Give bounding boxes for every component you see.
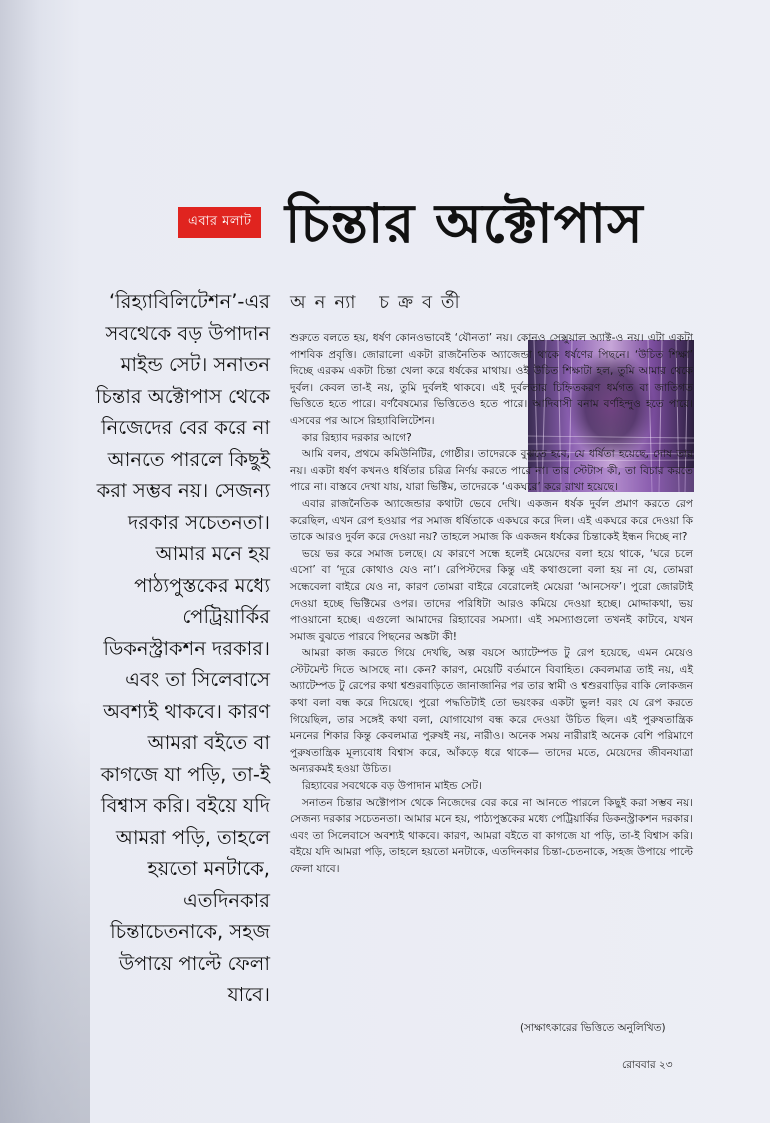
body-paragraph: রিহ্যাবের সবথেকে বড় উপাদান মাইন্ড সেট। xyxy=(302,780,482,793)
transcription-credit: (সাক্ষাৎকারের ভিত্তিতে অনুলিখিত) xyxy=(520,1022,666,1034)
body-paragraph: আমরা কাজ করতে গিয়ে দেখছি, অল্প বয়সে অ্যাটেম্পড টু রেপ হয়েছে, এমন মেয়েও স্টেটমেন্ট দিতে আসছে না। কেন? কারণ, মেয়েটি বর্তমানে বিবাহিত। কেবলমাত্র তাই নয়, এই অ্যাটেম্পড টু রেপের কথা শ্বশুরবাড়িতে জানাজানির পর তার স্বামী ও শ্বশুরবাড়ির বাকি লোকজন কথা বলা বন্ধ করে দিয়েছে। পুরো পদ্ধতিটাই তো ভয়ংকর একটা ভুল! বরং যে রেপ করতে গিয়েছিল, তার সঙ্গেই কথা বলা, যোগাযোগ বন্ধ করে দেওয়া উচিত ছিল। এই পুরুষতান্ত্রিক মননের শিকার কিন্তু কেবলমাত্র পুরুষই নয়, নারীও। অনেক সময় নারীরাই অনেক বেশি পরিমাণে পুরুষতান্ত্রিক মূল্যবোধ বিশ্বাস করে, আঁকড়ে ধরে থাকে— তাদের মতে, মেয়েদের জীবনযাত্রা অন্যরকমই হওয়া উচিত। xyxy=(290,647,693,776)
body-paragraph: শুরুতে বলতে হয়, ধর্ষণ কোনওভাবেই ‘যৌনতা’ নয়। কোনও সেক্সুয়াল অ্যাক্ট-ও নয়। এটা একটা পাশবিক প্রবৃত্তি। জোরালো একটা রাজনৈতিক অ্যাজেন্ডা থাকে ধর্ষণের পিছনে। ‘উচিত শিক্ষা’ দিচ্ছে এরকম একটা চিন্তা খেলা করে ধর্ষকের মাথায়। ওই উচিত শিক্ষাটা হল, তুমি আমার থেকে দুর্বল। কেবল তা-ই নয়, তুমি দুর্বলই থাকবে। এই দুর্বলতার চিহ্নিতকরণ ধর্মগত বা জাতিগত ভিত্তিতে হতে পারে। বর্ণবৈষম্যের ভিত্তিতেও হতে পারে। আদিবাসী বনাম বর্ণহিন্দুও হতে পারে। এসবের পর আসে রিহ্যাবিলিটেশন। xyxy=(290,332,693,427)
body-paragraph: ভয়ে ভর করে সমাজ চলছে। যে কারণে সন্ধে হলেই মেয়েদের বলা হয়ে থাকে, ‘ঘরে চলে এসো’ বা ‘দূরে কোথাও যেও না’। রেপিস্টদের কিন্তু এই কথাগুলো বলা হয় না যে, তোমরা সন্ধেবেলা বাইরে যেও না, কারণ তোমরা বাইরে বেরোলেই মেয়েরা ‘আনসেফ’। পুরো জোরটাই দেওয়া হচ্ছে ভিক্টিমের ওপর। তাদের পরিধিটা আরও কমিয়ে দেওয়া হচ্ছে। মোদ্দাকথা, ভয় পাওয়ানো হচ্ছে। এগুলো আমাদের রিহ্যাবের সমস্যা। এই সমস্যাগুলো তখনই কাটবে, যখন সমাজ বুঝতে পারবে পিছনের অঙ্কটা কী! xyxy=(290,547,693,643)
pull-quote-part: আমার মনে হয় পাঠ্যপুস্তকের মধ্যে পেট্রিয়ার্কির ডিকনস্ট্রাকশন দরকার। এবং তা সিলেবাসে অবশ্যই থাকবে। কারণ আমরা বইতে বা কাগজে যা পড়ি, তা-ই বিশ্বাস করি। বইয়ে যদি আমরা পড়ি, তাহলে হয়তো মনটাকে, এতদিনকার চিন্তাচেতনাকে, সহজ উপায়ে পাল্টে ফেলা যাবে। xyxy=(100,542,270,1006)
section-tag: এবার মলাট xyxy=(178,207,261,238)
pull-quote-part: ‘রিহ্যাবিলিটেশন’-এর সবথেকে বড় উপাদান মাইন্ড সেট। সনাতন চিন্তার অক্টোপাস থেকে নিজেদের বের করে না আনতে পারলে কিছুই করা সম্ভব নয়। সেজন্য দরকার সচেতনতা। xyxy=(95,290,270,534)
page-folio: রোববার ২৩ xyxy=(622,1059,673,1071)
article-body xyxy=(290,330,693,878)
body-paragraph: আমি বলব, প্রথমে কমিউনিটির, গোষ্ঠীর। তাদেরকে বুঝতে হবে, যে ধর্ষিতা হয়েছে, দোষ তার নয়। একটা ধর্ষণ কখনও ধর্ষিতার চরিত্র নির্ণয় করতে পারে না। তার স্টেটাস কী, তা বিচার করতে পারে না। বাস্তবে দেখা যায়, যারা ভিক্টিম, তাদেরকে ‘একঘরে’ করে রাখা হয়েছে। xyxy=(290,448,693,494)
body-paragraph: এবার রাজনৈতিক অ্যাজেন্ডার কথাটা ভেবে দেখি। একজন ধর্ষক দুর্বল প্রমাণ করতে রেপ করেছিল, এখন রেপ হওয়ার পর সমাজ ধর্ষিতাকে একঘরে করে দিল। এই একঘরে করে দেওয়া কি তাকে আরও দুর্বল করে দেওয়া নয়? তাহলে সমাজ কি একজন ধর্ষকের চিন্তাকেই ইন্ধন দিচ্ছে না? xyxy=(290,497,693,544)
pull-quote xyxy=(86,286,270,1011)
author-byline: অনন্যা চক্রবর্তী xyxy=(290,292,469,313)
body-paragraph: সনাতন চিন্তার অক্টোপাস থেকে নিজেদের বের করে না আনতে পারলে কিছুই করা সম্ভব নয়। সেজন্য দরকার সচেতনতা। আমার মনে হয়, পাঠ্যপুস্তকের মধ্যে পেট্রিয়ার্কির ডিকনস্ট্রাকশন দরকার। এবং তা সিলেবাসে অবশ্যই থাকবে। কারণ, আমরা বইতে বা কাগজে যা পড়ি, তা-ই বিশ্বাস করি। বইয়ে যদি আমরা পড়ি, তাহলে হয়তো মনটাকে, এতদিনকার চিন্তা-চেতনাকে, সহজ উপায়ে পাল্টে ফেলা যাবে। xyxy=(290,796,693,875)
body-paragraph: কার রিহ্যাব দরকার আগে? xyxy=(302,431,412,444)
page-shadow xyxy=(0,700,90,1123)
article-title: চিন্তার অক্টোপাস xyxy=(285,192,644,255)
